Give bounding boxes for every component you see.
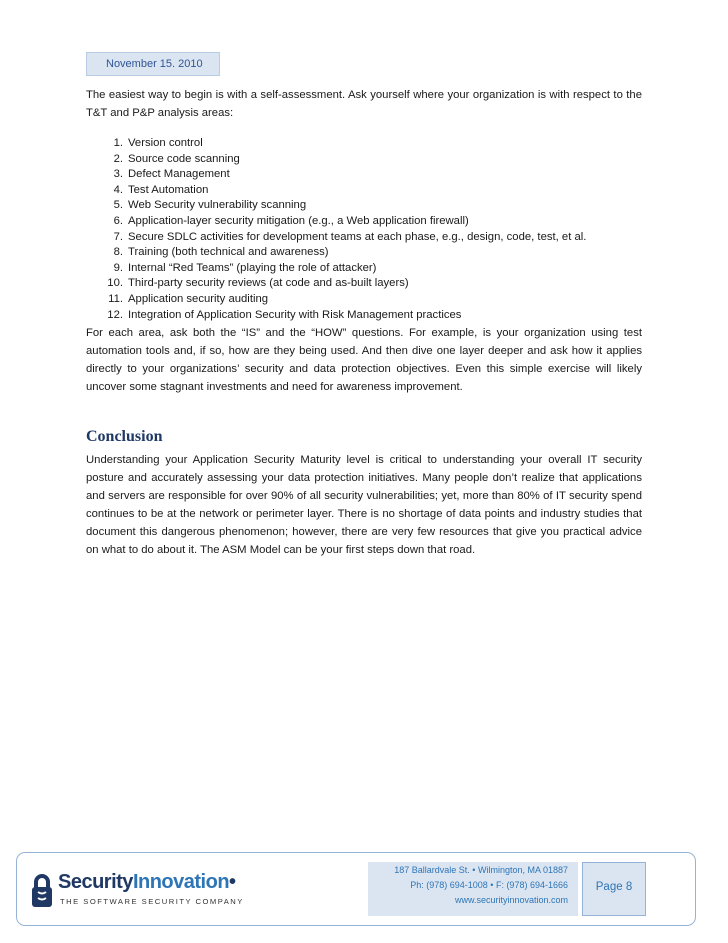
padlock-logo-icon — [30, 872, 54, 910]
list-item: 1. Version control — [113, 137, 203, 149]
list-item: 10. Third-party security reviews (at code and as-built layers) — [107, 277, 409, 290]
conclusion-heading: Conclusion — [86, 428, 163, 445]
list-item: 12. Integration of Application Security with Risk Management practices — [107, 308, 462, 321]
list-item: 11. Application security auditing — [108, 292, 269, 305]
intro-paragraph: The easiest way to begin is with a self-assessment. Ask yourself where your organization is with respect to the T&T and P&P analysis areas: — [86, 89, 642, 119]
page-number: Page 8 — [595, 881, 633, 893]
list-item: 7. Secure SDLC activities for development teams at each phase, e.g., design, code, test, et al. — [113, 230, 587, 243]
company-tagline: THE SOFTWARE SECURITY COMPANY — [60, 897, 244, 906]
assessment-areas-list — [86, 136, 646, 323]
list-item: 9. Internal “Red Teams” (playing the role of attacker) — [113, 261, 377, 274]
list-item: 3. Defect Management — [113, 168, 230, 181]
address-street: 187 Ballardvale St. • Wilmington, MA 01887 — [394, 865, 568, 875]
conclusion-paragraph: Understanding your Application Security Maturity level is critical to understanding your overall IT security posture and accurately assessing your data protection initiatives. Many people don’t realize that applications and servers are responsible for over 90% of all security vulnerabilities; yet, more than 80% of IT security spend continues to be at the network or perimeter layer. There is no shortage of data points and industry studies that document this dangerous phenomenon; however, there are very few resources that give you practical advice on what to do about it. The ASM Model can be your first steps down that road. — [86, 454, 642, 556]
address-phone: Ph: (978) 694-1008 • F: (978) 694-1666 — [410, 880, 568, 890]
list-item: 2. Source code scanning — [113, 152, 240, 165]
list-item: 4. Test Automation — [113, 183, 209, 196]
address-website: www.securityinnovation.com — [454, 895, 568, 905]
list-item: 6. Application-layer security mitigation (e.g., a Web application firewall) — [113, 214, 469, 227]
body-paragraph: For each area, ask both the “IS” and the “HOW” questions. For example, is your organization using test automation tools and, if so, how are they being used. And then dive one layer deeper and ask how it applies directly to your organizations’ security and data protection objectives. Even this simple exercise will likely uncover some stagnant investments and need for awareness improvement. — [86, 327, 642, 393]
list-item: 5. Web Security vulnerability scanning — [113, 199, 307, 212]
header-date: November 15. 2010 — [106, 58, 203, 70]
company-logo-wordmark: SecurityInnovation• — [58, 871, 236, 893]
company-address — [368, 863, 568, 908]
list-item: 8. Training (both technical and awareness) — [113, 246, 329, 259]
